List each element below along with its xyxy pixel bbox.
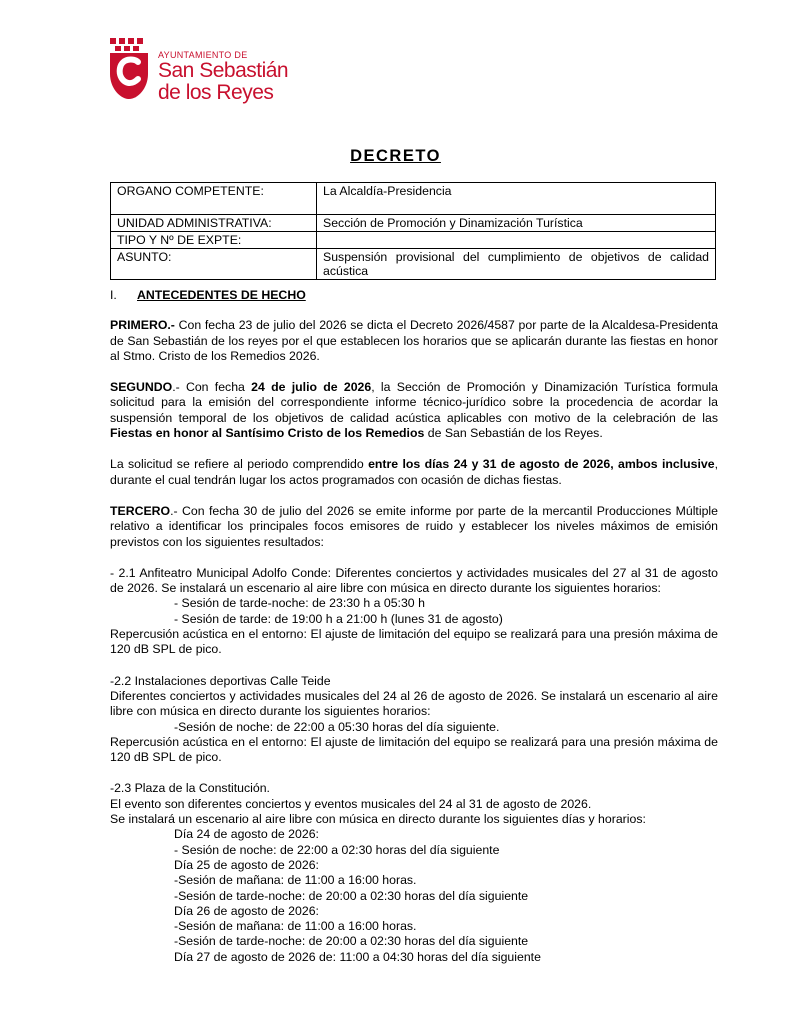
segundo-text-2: , la Sección de Promoción y Dinamización Turística formula solicitud para la emisión del correspondiente informe técnico-jurídico sobre la procedencia de acordar la suspensión temporal de los objetivos de calidad acústica aplicables con motivo de la celebración de las bbox=[110, 380, 718, 425]
logo-line-1: AYUNTAMIENTO DE bbox=[158, 50, 248, 60]
s23-line-1: El evento son diferentes conciertos y eventos musicales del 24 al 31 de agosto de 2026. bbox=[110, 796, 592, 811]
list-item: Día 25 de agosto de 2026: bbox=[174, 857, 319, 872]
list-item: Día 24 de agosto de 2026: bbox=[174, 827, 319, 842]
list-item: Día 27 de agosto de 2026 de: 11:00 a 04:30 horas del día siguiente bbox=[174, 949, 541, 964]
segundo-text-3: de San Sebastián de los Reyes. bbox=[424, 426, 603, 441]
paragraph-segundo bbox=[110, 380, 718, 441]
document-body bbox=[110, 288, 718, 965]
list-item: -Sesión de tarde-noche: de 20:00 a 02:30 horas del día siguiente bbox=[174, 888, 529, 903]
list-item: -Sesión de tarde-noche: de 20:00 a 02:30 horas del día siguiente bbox=[174, 934, 529, 949]
s22-heading: -2.2 Instalaciones deportivas Calle Teide bbox=[110, 673, 331, 688]
segundo-label: SEGUNDO bbox=[110, 380, 173, 395]
s21-intro: - 2.1 Anfiteatro Municipal Adolfo Conde: Diferentes conciertos y actividades musicales del 27 al 31 de agosto de 2026. Se instalará un escenario al aire libre con música en directo durante los siguientes horarios: bbox=[110, 565, 718, 596]
table-value: Suspensión provisional del cumplimiento de objetivos de calidad acústica bbox=[317, 249, 716, 280]
list-item: Día 26 de agosto de 2026: bbox=[174, 903, 319, 918]
table-row bbox=[111, 215, 716, 232]
s21-line-1: - Sesión de tarde-noche: de 23:30 h a 05:30 h bbox=[174, 596, 425, 611]
info-table bbox=[110, 182, 716, 280]
primero-label: PRIMERO.- bbox=[110, 318, 175, 333]
s21-line-2: - Sesión de tarde: de 19:00 h a 21:00 h (lunes 31 de agosto) bbox=[174, 611, 503, 626]
logo-wordmark bbox=[158, 36, 288, 104]
s23-heading: -2.3 Plaza de la Constitución. bbox=[110, 781, 270, 796]
table-key: ORGANO COMPETENTE: bbox=[111, 183, 317, 215]
municipal-logo bbox=[108, 36, 308, 106]
table-value: Sección de Promoción y Dinamización Turística bbox=[317, 215, 716, 232]
table-value: La Alcaldía-Presidencia bbox=[317, 183, 716, 215]
paragraph-tercero bbox=[110, 504, 718, 550]
solicitud-bold: entre los días 24 y 31 de agosto de 2026, ambos inclusive bbox=[368, 457, 715, 472]
solicitud-text-2: , durante el cual tendrán lugar los actos programados con ocasión de dichas fiestas. bbox=[110, 457, 719, 487]
s23-line-2: Se instalará un escenario al aire libre con música en directo durante los siguientes días y horarios: bbox=[110, 812, 646, 827]
logo-line-3: de los Reyes bbox=[158, 81, 274, 104]
s22-intro: Diferentes conciertos y actividades musicales del 24 al 26 de agosto de 2026. Se instalará un escenario al aire libre con música en directo durante los siguientes horarios: bbox=[110, 688, 718, 719]
s21-repercusion: Repercusión acústica en el entorno: El ajuste de limitación del equipo se realizará para una presión máxima de 120 dB SPL de pico. bbox=[110, 627, 718, 657]
table-key: TIPO Y Nº DE EXPTE: bbox=[111, 232, 317, 249]
tercero-label: TERCERO bbox=[110, 503, 171, 518]
logo-line-2: San Sebastián bbox=[158, 59, 289, 82]
table-value bbox=[317, 232, 716, 249]
list-item: -Sesión de mañana: de 11:00 a 16:00 horas. bbox=[174, 873, 417, 888]
list-item: - Sesión de noche: de 22:00 a 02:30 horas del día siguiente bbox=[174, 842, 500, 857]
table-row bbox=[111, 249, 716, 280]
segundo-bold-1: 24 de julio de 2026 bbox=[251, 380, 372, 395]
document-title: DECRETO bbox=[350, 147, 441, 165]
tercero-text: .- Con fecha 30 de julio del 2026 se emite informe por parte de la mercantil Producciones Múltiple relativo a identificar los principales focos emisores de ruido y establecer los niveles máximos de emisión previstos con los siguientes resultados: bbox=[110, 503, 718, 549]
s22-line-1: -Sesión de noche: de 22:00 a 05:30 horas del día siguiente. bbox=[174, 719, 500, 734]
coat-of-arms-icon bbox=[108, 36, 152, 102]
table-key: ASUNTO: bbox=[111, 249, 317, 280]
segundo-bold-2: Fiestas en honor al Santísimo Cristo de los Remedios bbox=[110, 426, 425, 441]
section-number: I. bbox=[110, 288, 117, 302]
section-heading bbox=[110, 288, 718, 303]
paragraph-solicitud bbox=[110, 457, 718, 488]
table-key: UNIDAD ADMINISTRATIVA: bbox=[111, 215, 317, 232]
paragraph-primero bbox=[110, 318, 718, 364]
solicitud-text-1: La solicitud se refiere al periodo comprendido bbox=[110, 457, 369, 472]
s22-repercusion: Repercusión acústica en el entorno: El ajuste de limitación del equipo se realizará para una presión máxima de 120 dB SPL de pico. bbox=[110, 734, 718, 765]
section-name: ANTECEDENTES DE HECHO bbox=[137, 288, 306, 302]
primero-text: Con fecha 23 de julio del 2026 se dicta el Decreto 2026/4587 por parte de la Alcaldesa-Presidenta de San Sebastián de los reyes por el que establecen los horarios que se aplicarán durante las fiestas en honor al Stmo. Cristo de los Remedios 2026. bbox=[110, 318, 718, 363]
segundo-text-1: .- Con fecha bbox=[172, 380, 252, 395]
table-row bbox=[111, 183, 716, 215]
list-item: -Sesión de mañana: de 11:00 a 16:00 horas. bbox=[174, 919, 417, 934]
table-row bbox=[111, 232, 716, 249]
